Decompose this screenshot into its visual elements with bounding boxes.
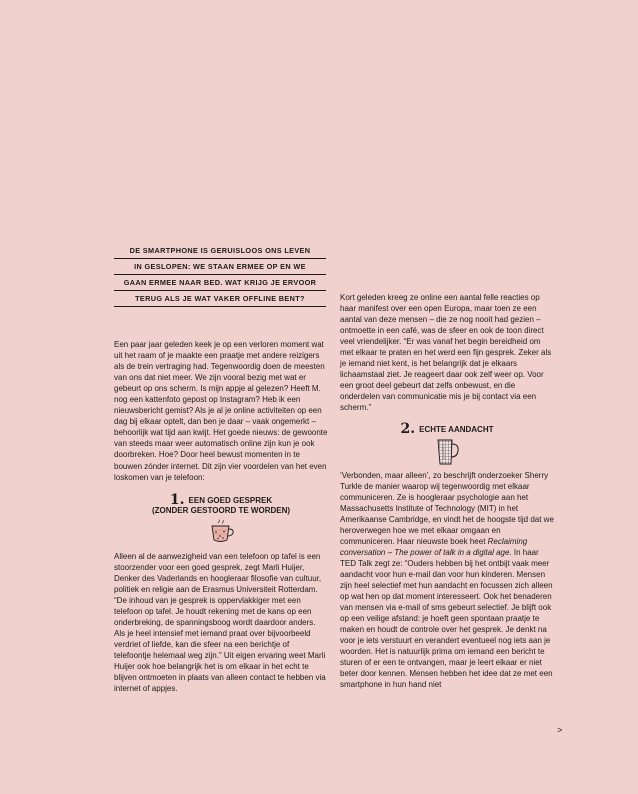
checkered-glass-icon [433,438,461,466]
section-2-number: 2. [400,420,416,437]
section-1-title: EEN GOED GESPREK [188,495,273,505]
intro-paragraph: Een paar jaar geleden keek je op een verloren moment wat uit het raam of je maakte een praatje met andere reizigers als de trein vertraging had. Tegenwoordig doen de meesten van ons dat niet meer. We zijn vooral bezig met wat er gebeurt op ons scherm. Is mijn appje al gelezen? Heeft M. nog een kattenfoto gepost op Instagram? Heb ik een nieuwsbericht gemist? Als je al je online activiteiten op een dag bij elkaar optelt, dan ben je daar – vaak ongemerkt – behoorlijk wat tijd aan kwijt. Het goede nieuws: de gewoonte van steeds maar weer automatisch online zijn kun je ook doorbreken. Hoe? Door heel bewust momenten in te bouwen zónder internet. Dit zijn vier voordelen van het even loskomen van je telefoon: [114,340,328,482]
left-column [114,339,328,694]
continue-arrow: > [557,725,563,735]
section-1-body: Alleen al de aanwezigheid van een telefoon op tafel is een stoorzender voor een goed gesprek, zegt Marli Huijer, Denker des Vaderlands en hoogleraar filosofie van cultuur, politiek en religie aan de Erasmus Universiteit Rotterdam. “De inhoud van je gesprek is oppervlakkiger met een telefoon op tafel. Je houdt rekening met de kans op een onderbreking, de spanningsboog wordt daardoor anders. Als je heel intensief met iemand praat over bijvoorbeeld verdriet of liefde, kan die sfeer na een berichtje of telefoontje helemaal weg zijn.” Uit eigen ervaring weet Marli Huijer ook hoe belangrijk het is om elkaar in het echt te blijven ontmoeten in plaats van alleen contact te hebben via internet of appjes. [114,551,326,694]
pull-quote [114,243,326,307]
section-2-title: ECHTE AANDACHT [419,424,494,434]
right-column [340,292,554,690]
section-1-subtitle: (ZONDER GESTOORD TE WORDEN) [151,505,291,515]
pull-quote-line: TERUG ALS JE WAT VAKER OFFLINE BENT? [114,290,326,307]
pull-quote-line: DE SMARTPHONE IS GERUISLOOS ONS LEVEN [129,246,311,255]
pull-quote-line: GAAN ERMEE NAAR BED. WAT KRIJG JE ERVOOR [114,274,326,290]
section-2-heading [340,420,554,437]
section-1-heading [114,491,328,516]
right-intro-paragraph: Kort geleden kreeg ze online een aantal felle reacties op haar manifest over een open Europa, maar toen ze een aantal van deze mensen – die ze nog nooit had gezien – ontmoette in een café, was de sfeer en ook de toon direct veel vriendelijker. “Er was vanaf het begin bereidheid om met elkaar te praten en het werd een fijn gesprek. Zeker als je iemand niet kent, is het belangrijk dat je elkaars lichaamstaal ziet. Je reageert daar ook zelf weer op. Voor een groot deel gebeurt dat zelfs onbewust, en die onderdelen van communicatie mis je bij contact via een scherm.” [340,293,552,413]
section-2-body-end: . In haar TED Talk zegt ze: “Ouders hebben bij het ontbijt vaak meer aandacht voor hun e-mail dan voor hun kinderen. Mensen zijn heel selectief met hun aandacht en focussen zich alleen op wat hen op dat moment interesseert. Ook het benaderen van mensen via e-mail of sms gebeurt selectief. Je blijft ook op een veilige afstand: je hoeft geen spontaan praatje te maken en houdt de controle over het gesprek. Je denkt na voor je iets verstuurt en verandert eventueel nog iets aan je woorden. Het is natuurlijk prima om iemand een bericht te sturen of er een te ontvangen, maar je leert elkaar er niet beter door kennen. Mensen hebben het idee dat ze met een smartphone in hun hand niet [340,547,553,690]
section-2-body [340,470,554,691]
pull-quote-line: IN GESLOPEN: WE STAAN ERMEE OP EN WE [114,258,326,274]
book-title: Reclaiming conversation – The power of talk in a digital age [340,536,528,557]
coffee-cup-icon [207,519,235,545]
section-1-number: 1. [169,491,185,508]
section-2-body-start: ‘Verbonden, maar alleen’, zo beschrijft onderzoeker Sherry Turkle de manier waarop wij tegenwoordig met elkaar communiceren. Ze is hoogleraar psychologie aan het Massachusetts Institute of Technology (MIT) in het Amerikaanse Cambridge, en vindt het de hoogste tijd dat we heroverwegen hoe we met elkaar omgaan en communiceren. Haar nieuwste boek heet [340,470,554,546]
